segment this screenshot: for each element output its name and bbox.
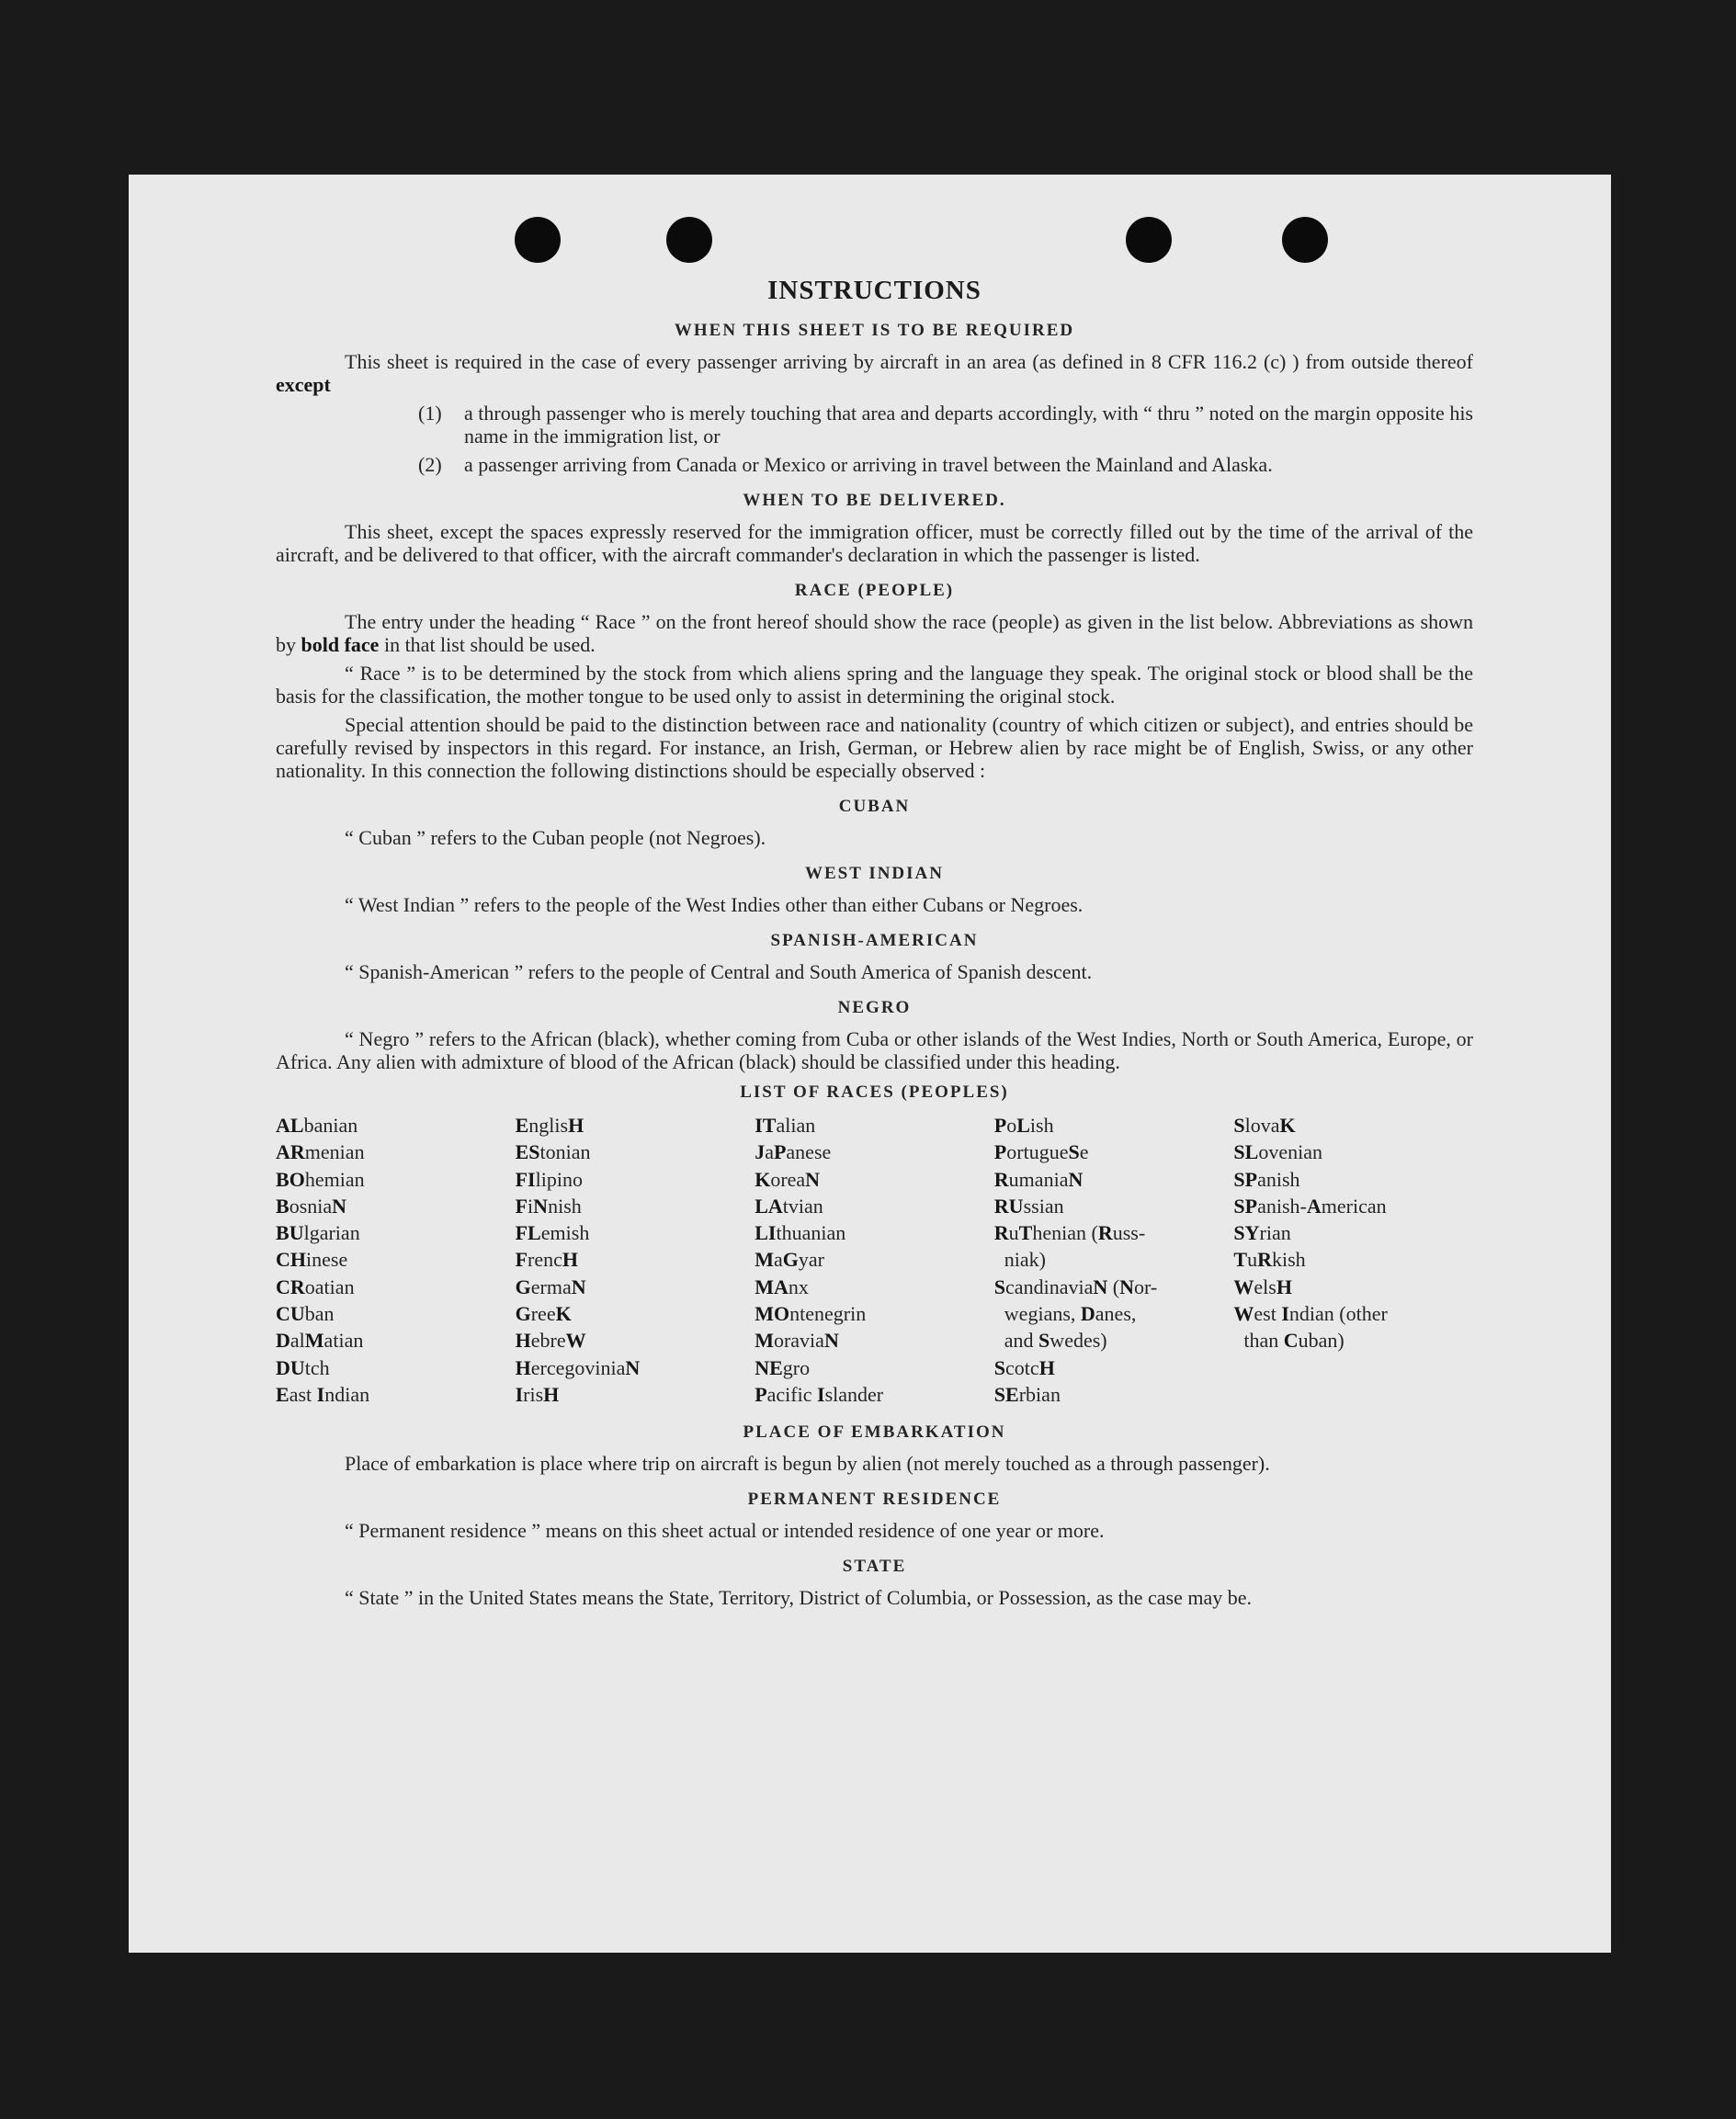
races-column xyxy=(755,1112,994,1408)
item-text: a passenger arriving from Canada or Mexico or arriving in travel between the Mainland and Alaska. xyxy=(464,453,1273,476)
race-entry: LAtvian xyxy=(755,1194,823,1218)
except-keyword: except xyxy=(276,373,331,396)
race-entry: FIlipino xyxy=(515,1167,583,1191)
races-column xyxy=(994,1112,1234,1408)
race-entry: GermaN xyxy=(515,1275,586,1298)
punch-hole xyxy=(515,217,561,263)
race-entry: JaPanese xyxy=(755,1140,832,1164)
punch-hole xyxy=(1126,217,1172,263)
race-entry: CUban xyxy=(276,1302,335,1326)
race-entry: GreeK xyxy=(515,1302,572,1326)
race-entry: EnglisH xyxy=(515,1114,584,1137)
race-entry: BUlgarian xyxy=(276,1221,360,1245)
race-entry: HercegoviniaN xyxy=(515,1355,641,1379)
race-entry: wegians, Danes, xyxy=(1004,1302,1137,1326)
race-entry: HebreW xyxy=(515,1329,586,1353)
item-number: (1) xyxy=(418,402,442,425)
race-entry: WelsH xyxy=(1233,1275,1292,1298)
required-intro-text: This sheet is required in the case of every passenger arriving by aircraft in an area (as defined in 8 CFR 116.2 (c) ) from outside thereof xyxy=(345,350,1473,373)
section-heading-permanent-residence: PERMANENT RESIDENCE xyxy=(747,1490,1002,1510)
race-entry: SlovaK xyxy=(1233,1114,1296,1137)
race-entry: FLemish xyxy=(515,1221,590,1245)
race-entry: ScandinaviaN (Nor- xyxy=(993,1275,1158,1298)
race-entry: Pacific Islander xyxy=(755,1382,884,1406)
race-entry: ITalian xyxy=(755,1114,816,1137)
item-number: (2) xyxy=(418,453,442,476)
section-heading-spanish-american: SPANISH-AMERICAN xyxy=(770,931,979,950)
instruction-sheet xyxy=(129,175,1611,1953)
race-entry: TuRkish xyxy=(1233,1248,1306,1272)
required-intro xyxy=(276,350,1473,396)
race-entry: than Cuban) xyxy=(1243,1329,1345,1353)
section-heading-when-required: WHEN THIS SHEET IS TO BE REQUIRED xyxy=(674,321,1075,340)
races-column xyxy=(276,1112,516,1408)
race-entry: MAnx xyxy=(755,1275,809,1298)
race-entry: and Swedes) xyxy=(1004,1329,1107,1353)
section-heading-race: RACE (PEOPLE) xyxy=(794,581,955,600)
west-indian-text: “ West Indian ” refers to the people of the West Indies other than either Cubans or Negroes. xyxy=(345,893,1084,916)
bold-face-phrase: bold face xyxy=(301,633,380,656)
race-entry: ALbanian xyxy=(276,1114,358,1137)
race-entry: SLovenian xyxy=(1233,1140,1322,1164)
race-entry: FrencH xyxy=(515,1248,579,1272)
race-entry: IrisH xyxy=(515,1382,560,1406)
race-entry: PoLish xyxy=(993,1114,1054,1137)
spanish-american-text: “ Spanish-American ” refers to the people of Central and South America of Spanish descent. xyxy=(345,960,1093,983)
race-entry: CHinese xyxy=(276,1248,348,1272)
item-text: a through passenger who is merely touching that area and departs accordingly, with “ thru ” noted on the margin opposite his name in the immigration list, or xyxy=(464,402,1473,448)
race-entry: LIthuanian xyxy=(755,1221,846,1245)
exception-item-1 xyxy=(418,402,1473,448)
section-heading-negro: NEGRO xyxy=(837,998,912,1017)
race-entry: RuThenian (Russ- xyxy=(993,1221,1146,1245)
embarkation-text: Place of embarkation is place where trip on aircraft is begun by alien (not merely touched as a through passenger). xyxy=(345,1452,1270,1476)
race-entry: SPanish xyxy=(1233,1167,1300,1191)
punch-hole xyxy=(666,217,712,263)
race-entry: PortugueSe xyxy=(993,1140,1089,1164)
section-heading-cuban: CUBAN xyxy=(838,797,911,816)
race-entry: DUtch xyxy=(276,1355,330,1379)
race-entry: RumaniaN xyxy=(993,1167,1084,1191)
section-heading-embarkation: PLACE OF EMBARKATION xyxy=(743,1422,1006,1443)
race-entry: NEgro xyxy=(755,1355,811,1379)
section-heading-when-delivered: WHEN TO BE DELIVERED. xyxy=(743,491,1006,510)
race-entry: EStonian xyxy=(515,1140,591,1164)
race-entry: SPanish-American xyxy=(1233,1194,1387,1218)
race-entry: DalMatian xyxy=(276,1329,364,1353)
delivery-text: This sheet, except the spaces expressly reserved for the immigration officer, must be correctly filled out by the time of the arrival of the aircraft, and be delivered to that officer, with the aircraft commander's declaration in which the passenger is listed. xyxy=(276,520,1473,566)
exception-item-2 xyxy=(418,453,1473,476)
residence-text: “ Permanent residence ” means on this sheet actual or intended residence of one year or more. xyxy=(345,1519,1105,1543)
race-entry: BosniaN xyxy=(276,1194,347,1218)
race-entry: West Indian (other xyxy=(1233,1302,1388,1326)
race-entry: SErbian xyxy=(993,1382,1061,1406)
race-entry: CRoatian xyxy=(276,1275,355,1298)
race-entry: SYrian xyxy=(1233,1221,1291,1245)
race-entry: RUssian xyxy=(993,1194,1064,1218)
punch-hole xyxy=(1282,217,1328,263)
negro-text: “ Negro ” refers to the African (black), whether coming from Cuba or other islands of the West Indies, North or South America, Europe, or Africa. Any alien with admixture of blood of the African (black) should be classified under this heading. xyxy=(276,1027,1473,1073)
race-paragraph-2: “ Race ” is to be determined by the stock from which aliens spring and the language they speak. The original stock or blood shall be the basis for the classification, the mother tongue to be used only to assist in determining the original stock. xyxy=(276,662,1473,708)
race-p1-end: in that list should be used. xyxy=(379,633,596,656)
race-entry: niak) xyxy=(1004,1248,1046,1272)
race-entry: KoreaN xyxy=(755,1167,821,1191)
race-entry: BOhemian xyxy=(276,1167,365,1191)
section-heading-state: STATE xyxy=(842,1557,907,1577)
document-title: INSTRUCTIONS xyxy=(767,276,981,305)
state-text: “ State ” in the United States means the State, Territory, District of Columbia, or Possession, as the case may be. xyxy=(345,1586,1253,1610)
race-entry: MaGyar xyxy=(755,1248,824,1272)
race-entry: MoraviaN xyxy=(755,1329,839,1353)
race-entry: FiNnish xyxy=(515,1194,582,1218)
races-column xyxy=(516,1112,755,1408)
race-paragraph-1 xyxy=(276,610,1473,656)
race-entry: ScotcH xyxy=(993,1355,1055,1379)
race-entry: East Indian xyxy=(276,1382,370,1406)
race-paragraph-3: Special attention should be paid to the distinction between race and nationality (country of which citizen or subject), and entries should be carefully revised by inspectors in this regard. For instance, an Irish, German, or Hebrew alien by race might be of English, Swiss, or any other nationality. In this connection the following distinctions should be especially observed : xyxy=(276,713,1473,782)
races-column xyxy=(1233,1112,1473,1408)
race-entry: ARmenian xyxy=(276,1140,365,1164)
cuban-text: “ Cuban ” refers to the Cuban people (not Negroes). xyxy=(345,826,766,849)
races-list xyxy=(276,1112,1473,1408)
section-heading-west-indian: WEST INDIAN xyxy=(805,864,944,883)
section-heading-list-of-races: LIST OF RACES (PEOPLES) xyxy=(740,1082,1009,1102)
race-entry: MOntenegrin xyxy=(755,1302,867,1326)
race-p1-text: The entry under the heading “ Race ” on the front hereof should show the race (people) as given in the list below. Abbreviations as shown by xyxy=(276,610,1473,656)
